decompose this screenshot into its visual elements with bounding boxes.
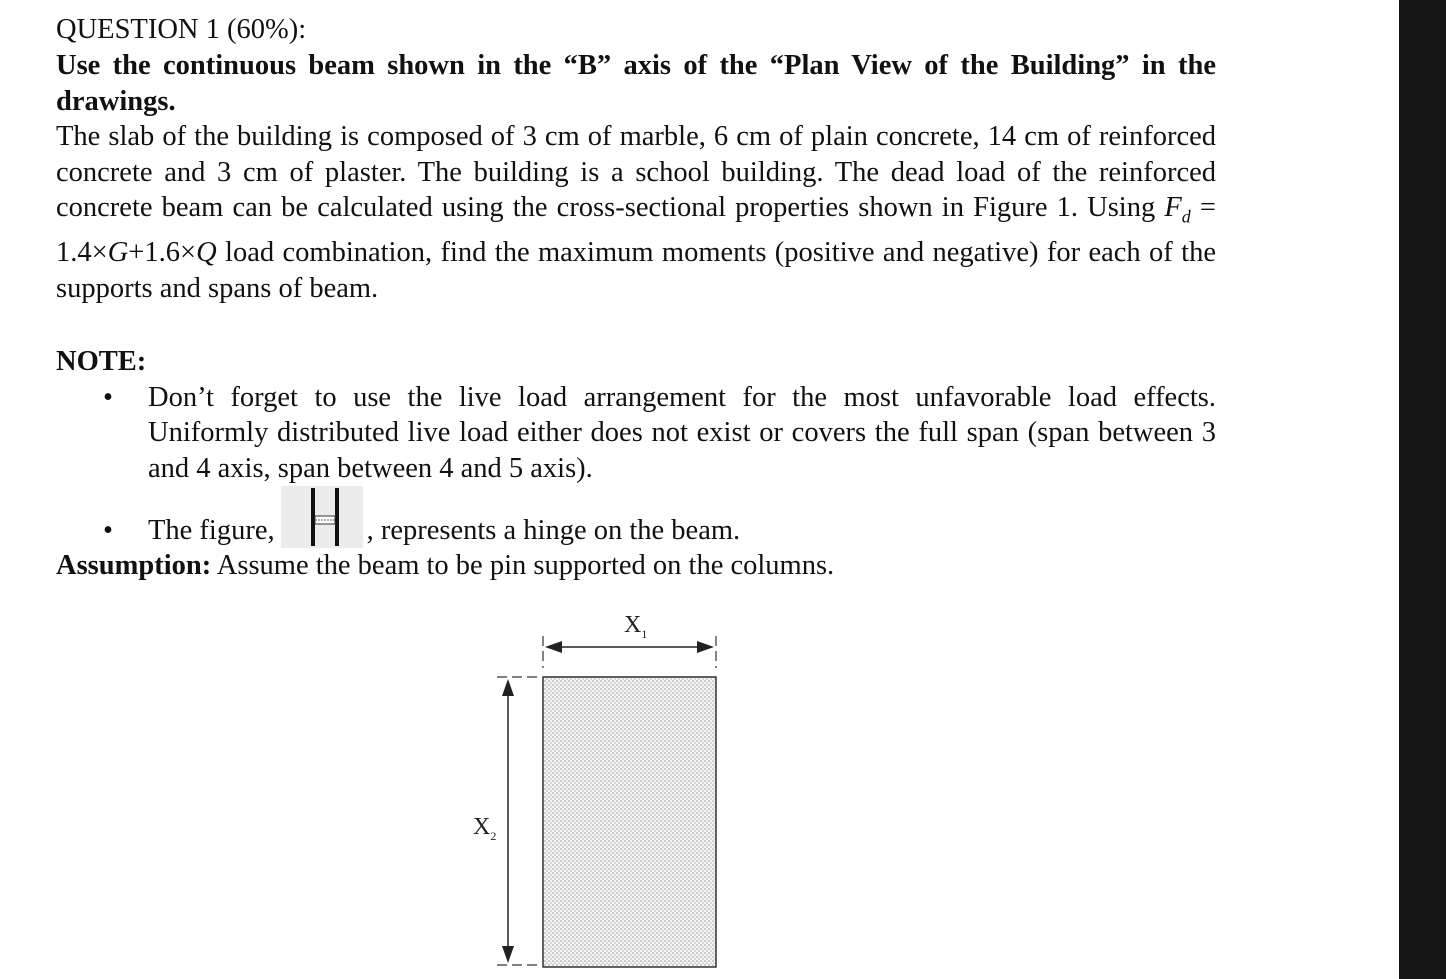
body-text-1: The slab of the building is composed of 3 cm of marble, 6 cm of plain concrete, 14 cm of reinforced concrete and 3 cm of plaster. The building is a school building. The dead load of the reinforced concrete beam can be calculated using the cross-sectional properties shown in Figure 1. Using (56, 121, 1216, 223)
x2-label-sub: 2 (490, 828, 497, 843)
note-bullet-2-before: The figure, (148, 514, 275, 546)
right-edge-bar (1399, 0, 1446, 979)
question-title: QUESTION 1 (60%): (56, 14, 307, 45)
formula-F: F (1164, 192, 1182, 223)
x2-label-text: X (473, 814, 491, 840)
x2-arrow-top (502, 679, 514, 696)
formula-G: G (107, 237, 129, 269)
formula-subscript: d (1181, 206, 1191, 227)
body-text-2: load combination, find the maximum moments (positive and negative) for each of the supports and spans of beam. (56, 237, 1216, 304)
hinge-icon (281, 486, 363, 548)
formula-plus: +1.6× (128, 237, 197, 269)
x1-arrow-right (697, 641, 714, 653)
formula-Q: Q (196, 237, 217, 269)
x1-label-sub: 1 (641, 626, 648, 641)
question-lead: Use the continuous beam shown in the “B” axis of the “Plan View of the Building” in the drawings. (56, 50, 1216, 117)
assumption-text: Assume the beam to be pin supported on the columns. (211, 550, 835, 582)
note-bullet-1-text: Don’t forget to use the live load arrangement for the most unfavorable load effects. Uniformly distributed live load either does not exist or covers the full span (span between 3 and 4 axis, span between 4 and 5 axis). (148, 381, 1216, 484)
x2-arrow-bottom (502, 946, 514, 963)
x1-arrow-left (545, 641, 562, 653)
x2-label (473, 814, 496, 844)
note-bullet-1 (56, 380, 1216, 487)
x1-label (624, 612, 647, 642)
bullet-dot: • (103, 514, 113, 546)
note-title: NOTE: (56, 346, 147, 378)
note-bullet-2 (56, 500, 1216, 548)
formula-middle: = 1.4× (56, 192, 1216, 269)
assumption (56, 548, 1216, 584)
question-body (56, 119, 1216, 306)
note-bullet-2-after: , represents a hinge on the beam. (366, 514, 741, 546)
bullet-dot: • (103, 381, 113, 413)
assumption-label: Assumption: (56, 550, 212, 582)
x1-label-text: X (624, 612, 642, 638)
question-document (56, 12, 1216, 584)
beam-section-rectangle (543, 677, 716, 967)
